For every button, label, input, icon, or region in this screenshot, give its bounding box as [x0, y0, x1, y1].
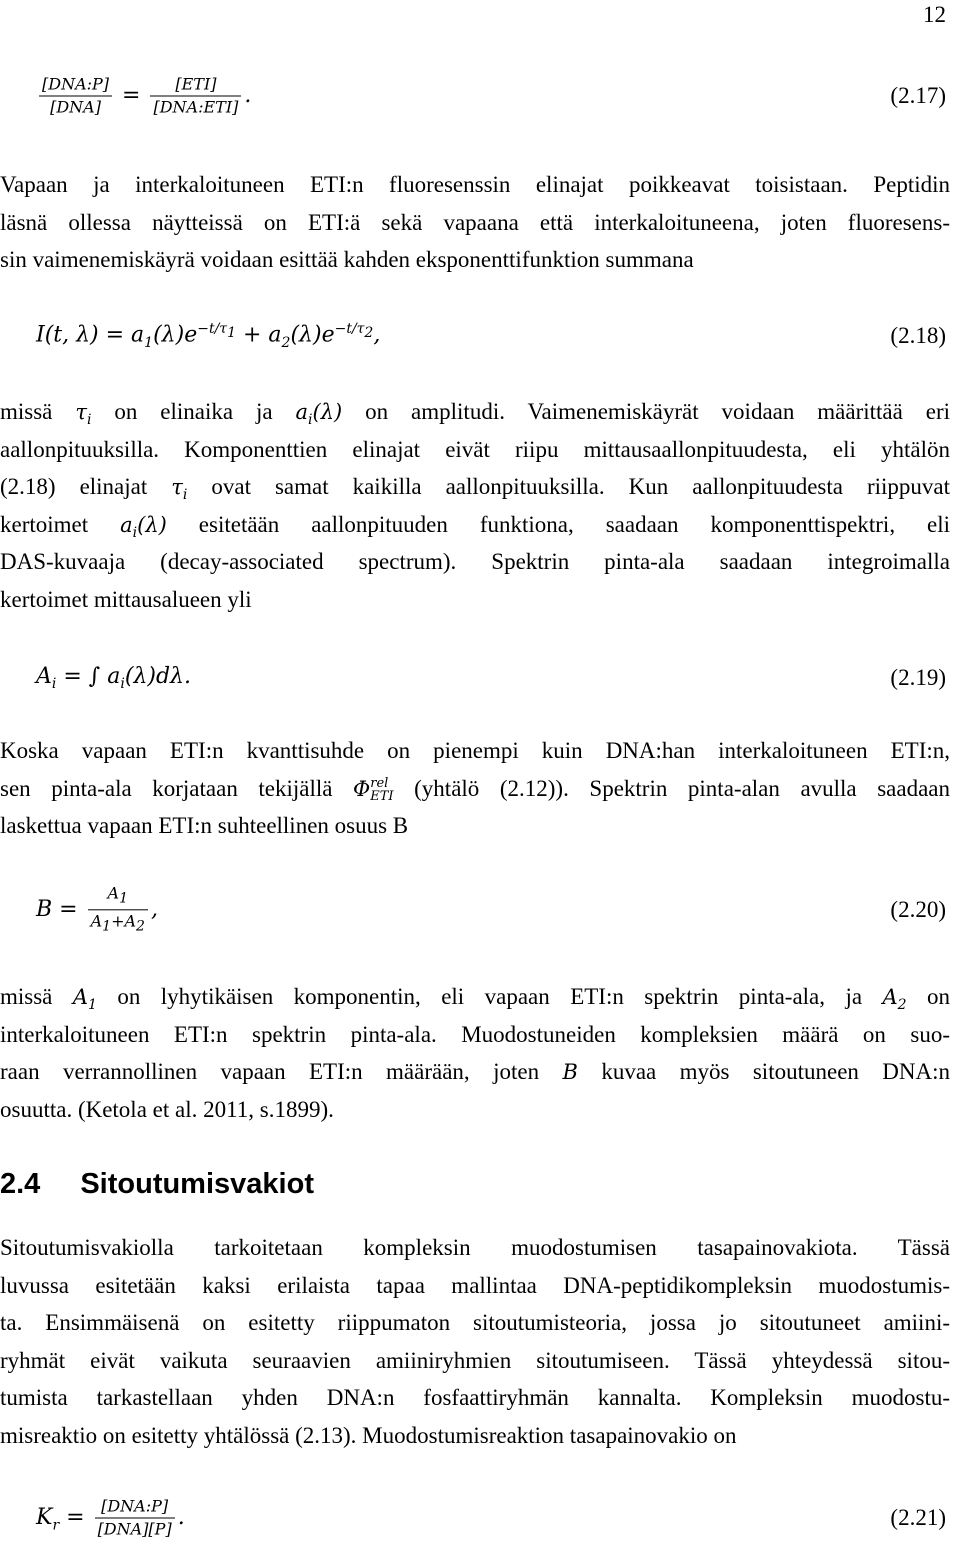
A1-symbol: $A_1$ [72, 985, 97, 1014]
tau-symbol: $\tau_i$ [171, 475, 188, 504]
equation-number: (2.21) [890, 1505, 946, 1530]
text-line: interkaloituneen ETI:n spektrin pinta-ala. Muodostuneiden kompleksien määrä on suo- [0, 1021, 950, 1047]
text-line: sin vaimenemiskäyrä voidaan esittää kahden eksponenttifunktion summana [0, 247, 694, 273]
section-number: 2.4 [0, 1168, 41, 1200]
text-line: ta. Ensimmäisenä on esitetty riippumaton sitoutumisteoria, jossa jo sitoutuneet amiini- [0, 1310, 950, 1336]
tau-symbol: $\tau_i$ [75, 400, 92, 429]
paragraph-2 [0, 393, 950, 619]
text-line: (2.18) elinajat $\tau_i$ ovat samat kaikilla aallonpituuksilla. Kun aallonpituudesta riippuvat [0, 474, 950, 504]
text-line: ryhmät eivät vaikuta seuraavien amiiniryhmien sitoutumiseen. Tässä yhteydessä sitou- [0, 1347, 950, 1373]
text-line: osuutta. (Ketola et al. 2011, s.1899). [0, 1096, 334, 1122]
equation-body: $A_i$ = ∫ $a_i(\lambda)d\lambda$. [36, 663, 191, 693]
text-line: raan verrannollinen vapaan ETI:n määrään, joten B kuvaa myös sitoutuneen DNA:n [0, 1059, 951, 1085]
equation-2-19 [36, 650, 946, 706]
fraction: $\frac{\text{[DNA:P]}}{\text{[DNA][P]}}$ [95, 1496, 175, 1541]
text-line: DAS-kuvaaja (decay-associated spectrum). Spektrin pinta-ala saadaan integroimalla [0, 549, 950, 575]
text-line: luvussa esitetään kaksi erilaista tapaa mallintaa DNA-peptidikompleksin muodostumis- [0, 1272, 950, 1298]
amplitude-symbol: $a_i(\lambda)$ [295, 400, 343, 429]
fraction: $\frac{\text{[DNA:P]}}{\text{[DNA]}}$ [39, 74, 112, 119]
text-line: aallonpituuksilla. Komponenttien elinajat eivät riipu mittausaallonpituudesta, eli yhtälön [0, 436, 950, 462]
equation-2-20 [36, 882, 946, 938]
A2-symbol: $A_2$ [882, 985, 907, 1014]
paragraph-3 [0, 732, 950, 845]
paragraph-1 [0, 166, 950, 279]
equation-2-21 [36, 1490, 946, 1546]
text-line: kertoimet $a_i(\lambda)$ esitetään aallonpituuden funktiona, saadaan komponenttispektri, eli [0, 511, 951, 541]
equation-number: (2.18) [890, 323, 946, 348]
text-line: misreaktio on esitetty yhtälössä (2.13). Muodostumisreaktion tasapainovakio on [0, 1422, 737, 1448]
text-line: tumista tarkastellaan yhden DNA:n fosfaattiryhmän kannalta. Kompleksin muodostu- [0, 1385, 950, 1411]
amplitude-symbol: $a_i(\lambda)$ [120, 512, 167, 541]
equation-number: (2.19) [890, 665, 946, 690]
equation-body: B = $\frac{A_1}{A_1+A_2}$ , [36, 882, 158, 937]
text-line: laskettua vapaan ETI:n suhteellinen osuus B [0, 813, 409, 839]
text-line: kertoimet mittausalueen yli [0, 586, 252, 612]
section-heading [0, 1168, 314, 1201]
equation-number: (2.20) [890, 897, 946, 922]
section-title: Sitoutumisvakiot [80, 1168, 314, 1200]
text-line: Sitoutumisvakiolla tarkoitetaan kompleksin muodostumisen tasapainovakiota. Tässä [0, 1235, 950, 1260]
fraction: $\frac{\text{[ETI]}}{\text{[DNA:ETI]}}$ [150, 74, 241, 119]
fraction: $\frac{A_1}{A_1+A_2}$ [88, 882, 148, 937]
paragraph-4 [0, 978, 950, 1128]
text-line: Koska vapaan ETI:n kvanttisuhde on pienempi kuin DNA:han interkaloituneen ETI:n, [0, 738, 950, 763]
text-line: missä $\tau_i$ on elinaika ja $a_i(\lambda)$ on amplitudi. Vaimenemiskäyrät voidaan määrittää eri [0, 399, 951, 429]
equation-body: $\frac{\text{[DNA:P]}}{\text{[DNA]}}$ = $\frac{\text{[ETI]}}{\text{[DNA:ETI]}}$ . [36, 74, 251, 119]
text-line: missä $A_1$ on lyhytikäisen komponentin, eli vapaan ETI:n spektrin pinta-ala, ja $A_2$ on [0, 984, 951, 1014]
B-symbol: B [562, 1060, 578, 1085]
paragraph-5 [0, 1229, 950, 1455]
equation-2-18 [36, 308, 946, 364]
page-number: 12 [923, 2, 946, 27]
text-line: sen pinta-ala korjataan tekijällä Φ rel ETI (yhtälö (2.12)). Spektrin pinta-alan avulla saadaan [0, 775, 950, 805]
text-line: Vapaan ja interkaloituneen ETI:n fluoresenssin elinajat poikkeavat toisistaan. Peptidin [0, 172, 950, 197]
equation-number: (2.17) [890, 83, 946, 108]
text-line: läsnä ollessa näytteissä on ETI:ä sekä vapaana että interkaloituneena, joten fluoresens- [0, 209, 950, 235]
equation-body: $K_r$ = $\frac{\text{[DNA:P]}}{\text{[DNA][P]}}$ . [36, 1496, 185, 1539]
equation-2-17 [36, 68, 946, 124]
equation-body: I(t, $\lambda) = a_1(\lambda)e^{-t/\tau_1} + a_2(\lambda)e^{-t/\tau_2}$, [36, 321, 381, 351]
phi-symbol: Φ rel ETI [353, 776, 394, 805]
